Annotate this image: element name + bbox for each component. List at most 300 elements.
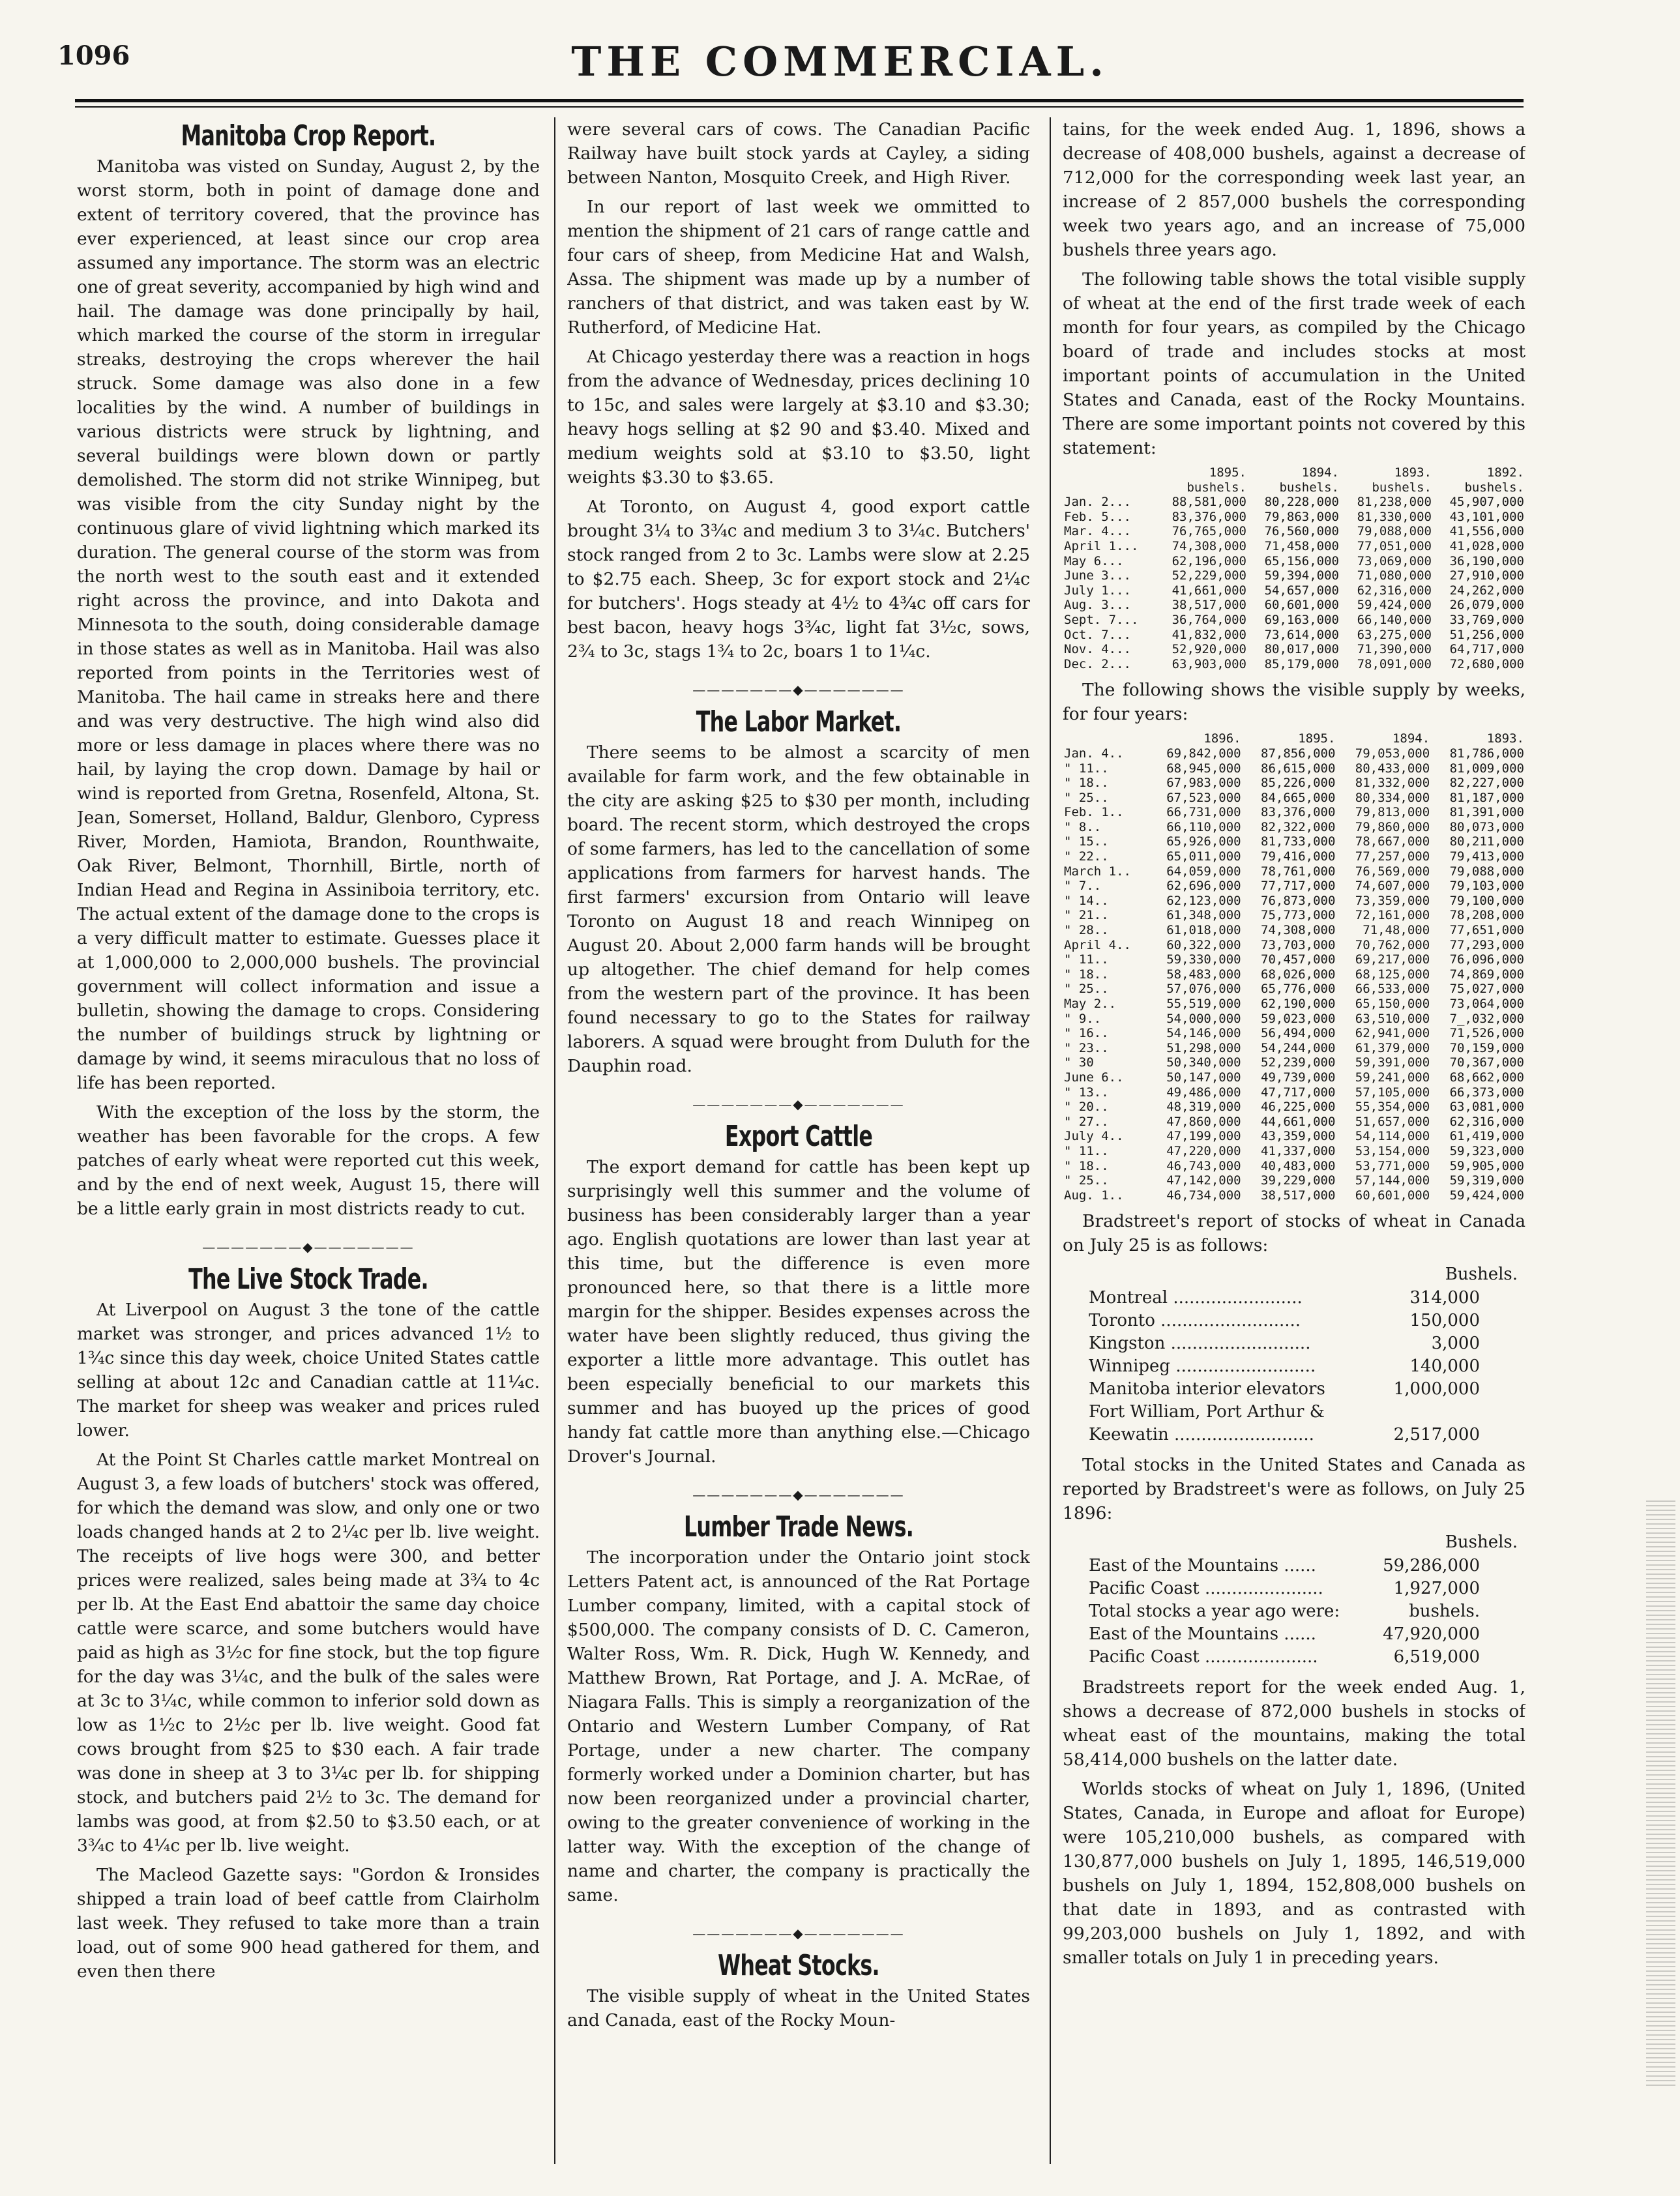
table-cell: 78,091,000 — [1357, 656, 1432, 671]
table-cell: 61,018,000 — [1166, 923, 1241, 938]
table-row — [1063, 1026, 1525, 1041]
row-label: Feb. 5... — [1064, 509, 1131, 524]
table-cell: 38,517,000 — [1172, 598, 1246, 613]
table-cell: 78,761,000 — [1261, 864, 1336, 879]
paragraph: The following table shows the total visible supply of wheat at the end of the first trade week of each month for four years, as compiled by the Chicago board of trade and includes stocks at most important points of accumulation in the United States and Canada, east of the Rocky Mountains. There are some important points not covered by this statement: — [1063, 269, 1525, 458]
table-cell: 79,413,000 — [1449, 849, 1524, 864]
table-cell: 56,494,000 — [1261, 1026, 1336, 1041]
export-cattle-heading: Export Cattle — [724, 1120, 873, 1153]
table-cell: 63,275,000 — [1357, 627, 1432, 642]
unit-header: bushels. — [1186, 480, 1246, 495]
row-label: East of the Mountains ...... — [1089, 1556, 1316, 1576]
table-row — [1063, 879, 1525, 894]
row-label: " 18.. — [1064, 1158, 1109, 1173]
table-cell: 314,000 — [1409, 1288, 1480, 1308]
table-row — [1063, 524, 1525, 539]
table-cell: 62,190,000 — [1261, 997, 1336, 1011]
table-cell: 71,458,000 — [1264, 538, 1339, 553]
weekly-supply-table — [1063, 731, 1525, 1203]
table-row — [1063, 583, 1525, 598]
table-cell: 69,217,000 — [1355, 952, 1430, 967]
table-cell: 53,154,000 — [1355, 1143, 1430, 1158]
table-row — [1089, 1401, 1480, 1424]
table-cell: 36,764,000 — [1172, 612, 1246, 627]
table-cell: 61,419,000 — [1449, 1129, 1524, 1144]
row-label: " 20.. — [1064, 1100, 1109, 1115]
table-cell: 80,433,000 — [1355, 761, 1430, 776]
unit-header: bushels. — [1464, 480, 1524, 495]
table-cell: bushels. — [1409, 1602, 1480, 1622]
table-cell: 66,731,000 — [1166, 805, 1241, 820]
table-cell: 59,330,000 — [1166, 952, 1241, 967]
table-cell: 63,510,000 — [1355, 1011, 1430, 1026]
row-label: " 18.. — [1064, 967, 1109, 982]
table-cell: 59,241,000 — [1355, 1070, 1430, 1085]
table-row — [1063, 834, 1525, 849]
table-cell: 83,376,000 — [1261, 805, 1336, 820]
table-cell: 79,860,000 — [1355, 819, 1430, 834]
table-cell: 78,667,000 — [1355, 834, 1430, 849]
table-row — [1063, 849, 1525, 864]
row-label: Dec. 2... — [1064, 656, 1131, 671]
table-cell: 68,026,000 — [1261, 967, 1336, 982]
table-cell: 74,607,000 — [1355, 879, 1430, 894]
table-cell: 57,076,000 — [1166, 982, 1241, 997]
table-cell: 1,927,000 — [1393, 1579, 1480, 1599]
table-cell: 81,391,000 — [1449, 805, 1524, 820]
scan-edge-artifact — [1646, 1499, 1675, 2086]
table-cell: 24,262,000 — [1449, 583, 1524, 598]
total-stocks-table — [1089, 1555, 1480, 1669]
table-cell: 41,832,000 — [1172, 627, 1246, 642]
table-cell: 46,734,000 — [1166, 1188, 1241, 1203]
section-separator — [567, 1092, 1030, 1117]
table-cell: 47,199,000 — [1166, 1129, 1241, 1144]
table-cell: 81,332,000 — [1355, 776, 1430, 791]
table-row — [1063, 967, 1525, 982]
total-stocks-unit: Bushels. — [1445, 1532, 1518, 1553]
paragraph: Worlds stocks of wheat on July 1, 1896, (United States, Canada, in Europe and afloat for Europe) were 105,210,000 bushels, as compared with 130,877,000 bushels on July 1, 1895, 146,519,000 bushels on July 1, 1894, 152,808,000 bushels on that date in 1893, and as contrasted with 99,203,000 bushels on July 1, 1892, and with smaller totals on July 1 in preceding years. — [1063, 1779, 1525, 1969]
table-cell: 63,903,000 — [1172, 656, 1246, 671]
paragraph: The export demand for cattle has been kept up surprisingly well this summer and the volume of business has been considerably larger than a year ago. English quotations are lower than last year at this time, but the difference is even more pronounced here, so that there is a little more margin for the shipper. Besides expenses across the water have been slightly reduced, thus giving the exporter a little more advantage. This outlet has been especially beneficial to our markets this summer and has buoyed up the prices of good handy fat cattle more than anything else.—Chicago Drover's Journal. — [567, 1157, 1030, 1467]
table-cell: 77,257,000 — [1355, 849, 1430, 864]
canada-stocks-unit: Bushels. — [1445, 1265, 1518, 1285]
table-cell: 80,017,000 — [1264, 642, 1339, 657]
table-cell: 85,226,000 — [1261, 776, 1336, 791]
canada-stocks-table — [1089, 1287, 1480, 1446]
table-cell: 59,394,000 — [1264, 568, 1339, 583]
table-cell: 77,651,000 — [1449, 923, 1524, 938]
table-cell: 66,533,000 — [1355, 982, 1430, 997]
row-label: Manitoba interior elevators — [1089, 1379, 1325, 1399]
page-number: 1096 — [57, 40, 130, 71]
row-label: Montreal ........................ — [1089, 1288, 1303, 1308]
table-cell: 60,601,000 — [1355, 1188, 1430, 1203]
table-cell: 73,069,000 — [1357, 553, 1432, 568]
table-cell: 26,079,000 — [1449, 598, 1524, 613]
table-row — [1063, 628, 1525, 643]
lumber-heading: Lumber Trade News. — [683, 1510, 914, 1544]
year-header: 1895. — [1298, 731, 1336, 746]
table-cell: 41,556,000 — [1449, 524, 1524, 539]
table-cell: 83,376,000 — [1172, 509, 1246, 524]
table-cell: 76,765,000 — [1172, 524, 1246, 539]
section-separator — [567, 1483, 1030, 1507]
table-row — [1063, 982, 1525, 997]
table-row — [1063, 997, 1525, 1012]
table-cell: 70,457,000 — [1261, 952, 1336, 967]
table-cell: 38,517,000 — [1261, 1188, 1336, 1203]
table-cell: 43,359,000 — [1261, 1129, 1336, 1144]
table-cell: 53,771,000 — [1355, 1158, 1430, 1173]
column-divider — [554, 117, 555, 2164]
table-cell: 6,519,000 — [1393, 1647, 1480, 1667]
row-label: Fort William, Port Arthur & — [1089, 1402, 1325, 1422]
table-cell: 81,009,000 — [1449, 761, 1524, 776]
row-label: Oct. 7... — [1064, 627, 1131, 642]
table-row — [1063, 776, 1525, 791]
wheat-stocks-body — [567, 1984, 1030, 2032]
table-row — [1063, 1144, 1525, 1159]
table-cell: 80,228,000 — [1264, 495, 1339, 510]
column-2 — [567, 117, 1030, 2177]
table-row — [1063, 938, 1525, 953]
table-row — [1063, 1070, 1525, 1085]
table-row — [1063, 1173, 1525, 1188]
table-cell: 79,813,000 — [1355, 805, 1430, 820]
column-1 — [77, 117, 540, 2177]
table-row — [1063, 1188, 1525, 1203]
table-cell: 67,983,000 — [1166, 776, 1241, 791]
row-label: " 21.. — [1064, 908, 1109, 923]
table-cell: 61,379,000 — [1355, 1040, 1430, 1055]
year-header: 1894. — [1392, 731, 1430, 746]
table-cell: 79,863,000 — [1264, 509, 1339, 524]
table-cell: 46,225,000 — [1261, 1100, 1336, 1115]
paragraph: At Liverpool on August 3 the tone of the cattle market was stronger, and prices advanced 1½ to 1¾c since this day week, choice United States cattle selling at about 12c and Canadian cattle at 11¼c. The market for sheep was weaker and prices ruled lower. — [77, 1300, 540, 1441]
table-cell: 41,028,000 — [1449, 538, 1524, 553]
table-cell: 52,920,000 — [1172, 642, 1246, 657]
table-cell: 66,373,000 — [1449, 1085, 1524, 1100]
table-cell: 52,229,000 — [1172, 568, 1246, 583]
table-cell: 68,662,000 — [1449, 1070, 1524, 1085]
table-cell: 44,661,000 — [1261, 1114, 1336, 1129]
row-label: " 15.. — [1064, 834, 1109, 849]
wheat-stocks-heading: Wheat Stocks. — [718, 1949, 879, 1982]
table-cell: 7_,032,000 — [1449, 1011, 1524, 1026]
table-cell: 62,316,000 — [1357, 583, 1432, 598]
table-cell: 63,081,000 — [1449, 1100, 1524, 1115]
row-label: " 27.. — [1064, 1114, 1109, 1129]
paragraph: The visible supply of wheat in the United States and Canada, east of the Rocky Moun- — [567, 1986, 1030, 2030]
table-cell: 69,842,000 — [1166, 746, 1241, 761]
wheat-closing-body — [1063, 1675, 1525, 1970]
table-cell: 62,196,000 — [1172, 553, 1246, 568]
row-label: Feb. 1.. — [1064, 805, 1124, 820]
table-cell: 59,286,000 — [1383, 1556, 1480, 1576]
table-cell: 70,367,000 — [1449, 1055, 1524, 1070]
row-label: " 11.. — [1064, 1143, 1109, 1158]
table-cell: 75,027,000 — [1449, 982, 1524, 997]
table-cell: 64,059,000 — [1166, 864, 1241, 879]
table-cell: 54,114,000 — [1355, 1129, 1430, 1144]
row-label: Nov. 4... — [1064, 642, 1131, 657]
table-row — [1063, 598, 1525, 613]
row-label: May 2.. — [1064, 997, 1117, 1011]
table-cell: 50,147,000 — [1166, 1070, 1241, 1085]
table-cell: 140,000 — [1409, 1356, 1480, 1377]
table-cell: 3,000 — [1431, 1334, 1480, 1354]
table-cell: 73,064,000 — [1449, 997, 1524, 1011]
table-cell: 72,680,000 — [1449, 656, 1524, 671]
table-cell: 48,319,000 — [1166, 1100, 1241, 1115]
row-label: March 1.. — [1064, 864, 1131, 879]
table-cell: 60,322,000 — [1166, 937, 1241, 952]
table-cell: 84,665,000 — [1261, 790, 1336, 805]
row-label: Sept. 7... — [1064, 612, 1139, 627]
paragraph: Manitoba was visted on Sunday, August 2, by the worst storm, both in point of damage done and extent of territory covered, that the province has ever experienced, at least since our crop area assumed any importance. The storm was an electric one of great severity, accompanied by high wind and hail. The damage was done principally by hail, which marked the course of the storm in irregular streaks, destroying the crops wherever the hail struck. Some damage was also done in a few localities by the wind. A number of buildings in various districts were struck by lightning, and several buildings were blown down or partly demolished. The storm did not strike Winnipeg, but was visible from the city Sunday night by the continuous glare of vivid lightning which marked its duration. The general course of the storm was from the north west to the south east and it extended right across the province, and into Dakota and Minnesota to the south, doing considerable damage in those states as well as in Manitoba. Hail was also reported from points in the Territories west of Manitoba. The hail came in streaks here and there and was very destructive. The high wind also did more or less damage in places where there was no hail, by laying the crop down. Damage by hail or wind is reported from Gretna, Rosenfeld, Altona, St. Jean, Somerset, Holland, Baldur, Glenboro, Cypress River, Morden, Hamiota, Brandon, Rounthwaite, Oak River, Belmont, Thornhill, Birtle, north of Indian Head and Regina in Assiniboia territory, etc. The actual extent of the damage done to the crops is a very difficult matter to estimate. Guesses place it at 1,000,000 to 2,000,000 bushels. The provincial government will collect information and issue a bulletin, showing the damage to crops. Considering the number of buildings struck by lightning or damage by wind, it seems miraculous that no loss of life has been reported. — [77, 156, 540, 1093]
year-header: 1893. — [1394, 465, 1432, 480]
table-cell: 65,156,000 — [1264, 553, 1339, 568]
table-row — [1063, 1159, 1525, 1174]
unit-header: bushels. — [1372, 480, 1432, 495]
table-header-row — [1063, 731, 1525, 746]
paragraph: tains, for the week ended Aug. 1, 1896, shows a decrease of 408,000 bushels, against a decrease of 712,000 for the corresponding week last year, an increase of 2 857,000 bushels the corresponding week two years ago, and an increase of 75,000 bushels three years ago. — [1063, 119, 1525, 260]
table-cell: 43,101,000 — [1449, 509, 1524, 524]
year-header: 1894. — [1301, 465, 1339, 480]
row-label: Pacific Coast ...................... — [1089, 1579, 1323, 1599]
bradstreet-intro: Bradstreet's report of stocks of wheat in Canada on July 25 is as follows: — [1063, 1211, 1525, 1256]
row-label: " 8.. — [1064, 819, 1102, 834]
row-label: May 6... — [1064, 553, 1124, 568]
crop-report-heading: Manitoba Crop Report. — [181, 119, 436, 153]
table-row — [1063, 746, 1525, 761]
table-cell: 67,523,000 — [1166, 790, 1241, 805]
table-cell: 69,163,000 — [1264, 612, 1339, 627]
column-divider — [1050, 117, 1051, 2164]
row-label: Keewatin .......................... — [1089, 1425, 1314, 1445]
table-row — [1063, 568, 1525, 583]
table-cell: 49,739,000 — [1261, 1070, 1336, 1085]
table-cell: 66,110,000 — [1166, 819, 1241, 834]
table-cell: 51,256,000 — [1449, 627, 1524, 642]
section-separator — [567, 1922, 1030, 1946]
table-cell: 74,308,000 — [1261, 923, 1336, 938]
table-row — [1063, 554, 1525, 569]
row-label: " 16.. — [1064, 1026, 1109, 1041]
paragraph: The Macleod Gazette says: "Gordon & Ironsides shipped a train load of beef cattle from Clairholm last week. They refused to take more than a train load, out of some 900 head gathered for them, and even then there — [77, 1865, 540, 1982]
table-row — [1063, 805, 1525, 820]
table-row — [1063, 1012, 1525, 1027]
table-row — [1063, 1100, 1525, 1115]
table-row — [1063, 761, 1525, 776]
table-cell: 78,208,000 — [1449, 908, 1524, 923]
table-row — [1063, 952, 1525, 967]
table-cell: 65,150,000 — [1355, 997, 1430, 1011]
paragraph: The incorporation under the Ontario joint stock Letters Patent act, is announced of the Rat Portage Lumber company, limited, with a capital stock of $500,000. The company consists of D. C. Cameron, Walter Ross, Wm. R. Dick, Hugh W. Kennedy, and Matthew Brown, Rat Portage, and J. A. McRae, of Niagara Falls. This is simply a reorganization of the Ontario and Western Lumber Company, of Rat Portage, under a new charter. The company formerly worked under a Dominion charter, but has now been reorganized under a provincial charter, owing to the greater convenience of working in the latter way. With the exception of the change of name and charter, the company is practically the same. — [567, 1547, 1030, 1905]
row-label: " 11.. — [1064, 761, 1109, 776]
table-cell: 150,000 — [1409, 1311, 1480, 1331]
year-header: 1893. — [1486, 731, 1524, 746]
total-stocks-intro: Total stocks in the United States and Canada as reported by Bradstreet's were as follows, on July 25 1896: — [1063, 1455, 1525, 1524]
table-cell: 66,140,000 — [1357, 612, 1432, 627]
year-header: 1892. — [1486, 465, 1524, 480]
table-cell: 70,762,000 — [1355, 937, 1430, 952]
table-cell: 59,323,000 — [1449, 1143, 1524, 1158]
table-cell: 75,773,000 — [1261, 908, 1336, 923]
row-label: " 7.. — [1064, 879, 1102, 894]
table-cell: 54,657,000 — [1264, 583, 1339, 598]
row-label: Jan. 4.. — [1064, 746, 1124, 761]
section-separator — [77, 1235, 540, 1259]
table-cell: 49,486,000 — [1166, 1085, 1241, 1100]
table-cell: 81,786,000 — [1449, 746, 1524, 761]
row-label: East of the Mountains ...... — [1089, 1624, 1316, 1645]
table-row — [1063, 864, 1525, 879]
table-cell: 27,910,000 — [1449, 568, 1524, 583]
table-row — [1063, 1129, 1525, 1144]
weekly-intro: The following shows the visible supply by weeks, for four years: — [1063, 680, 1525, 725]
livestock-continued — [567, 117, 1030, 664]
table-cell: 62,696,000 — [1166, 879, 1241, 894]
paragraph: Bradstreets report for the week ended Aug. 1, shows a decrease of 872,000 bushels in stocks of wheat east of the mountains, making the total 58,414,000 bushels on the latter date. — [1063, 1677, 1525, 1770]
table-cell: 59,424,000 — [1357, 598, 1432, 613]
table-cell: 76,560,000 — [1264, 524, 1339, 539]
table-cell: 73,703,000 — [1261, 937, 1336, 952]
paragraph: In our report of last week we ommitted to mention the shipment of 21 cars of range cattle and four cars of sheep, from Medicine Hat and Walsh, Assa. The shipment was made up by a number of ranchers of that district, and was taken east by W. Rutherford, of Medicine Hat. — [567, 197, 1030, 338]
table-row — [1063, 791, 1525, 806]
table-cell: 79,053,000 — [1355, 746, 1430, 761]
table-row — [1089, 1646, 1480, 1669]
year-header: 1895. — [1209, 465, 1246, 480]
row-label: " 30 — [1064, 1055, 1094, 1070]
table-unit-row — [1063, 480, 1525, 495]
table-cell: 76,569,000 — [1355, 864, 1430, 879]
table-cell: 76,873,000 — [1261, 893, 1336, 908]
table-cell: 65,926,000 — [1166, 834, 1241, 849]
table-cell: 50,340,000 — [1166, 1055, 1241, 1070]
table-cell: 79,100,000 — [1449, 893, 1524, 908]
table-cell: 41,337,000 — [1261, 1143, 1336, 1158]
table-row — [1089, 1600, 1480, 1623]
table-cell: 58,483,000 — [1166, 967, 1241, 982]
table-cell: 55,519,000 — [1166, 997, 1241, 1011]
table-row — [1089, 1555, 1480, 1577]
table-cell: 71,080,000 — [1357, 568, 1432, 583]
table-cell: 79,103,000 — [1449, 879, 1524, 894]
paragraph: At Toronto, on August 4, good export cattle brought 3¼ to 3¾c and medium 3 to 3¼c. Butchers' stock ranged from 2 to 3c. Lambs were slow at 2.25 to $2.75 each. Sheep, 3c for export stock and 2¼c for butchers'. Hogs steady at 4½ to 4¾c off cars for best bacon, heavy hogs 3¾c, light fat 3½c, sows, 2¾ to 3c, stags 1¾ to 2c, boars 1 to 1¼c. — [567, 497, 1030, 662]
row-label: " 25.. — [1064, 790, 1109, 805]
row-label: " 23.. — [1064, 1040, 1109, 1055]
table-cell: 59,905,000 — [1449, 1158, 1524, 1173]
table-cell: 57,144,000 — [1355, 1173, 1430, 1188]
table-row — [1063, 894, 1525, 909]
table-cell: 85,179,000 — [1264, 656, 1339, 671]
table-cell: 1,000,000 — [1393, 1379, 1480, 1399]
table-cell: 74,308,000 — [1172, 538, 1246, 553]
row-label: Pacific Coast ..................... — [1089, 1647, 1318, 1667]
table-row — [1063, 642, 1525, 657]
row-label: Winnipeg .......................... — [1089, 1356, 1316, 1377]
table-cell — [1376, 1401, 1480, 1424]
livestock-body — [77, 1298, 540, 1984]
table-cell: 65,011,000 — [1166, 849, 1241, 864]
paragraph: were several cars of cows. The Canadian Pacific Railway have built stock yards at Cayley, a siding between Nanton, Mosquito Creek, and High River. — [567, 119, 1030, 188]
row-label: Mar. 4... — [1064, 524, 1131, 539]
table-cell: 39,229,000 — [1261, 1173, 1336, 1188]
lumber-body — [567, 1545, 1030, 1907]
row-label: " 18.. — [1064, 776, 1109, 791]
row-label: Kingston .......................... — [1089, 1334, 1311, 1354]
section-separator — [567, 678, 1030, 702]
table-cell: 79,416,000 — [1261, 849, 1336, 864]
paragraph: With the exception of the loss by the storm, the weather has been favorable for the crops. A few patches of early wheat were reported cut this week, and by the end of next week, August 15, there will be a little early grain in most districts ready to cut. — [77, 1102, 540, 1219]
crop-report-body — [77, 154, 540, 1221]
table-cell: 71,390,000 — [1357, 642, 1432, 657]
table-cell: 33,769,000 — [1449, 612, 1524, 627]
unit-header: bushels. — [1279, 480, 1339, 495]
table-row — [1089, 1287, 1480, 1310]
labor-body — [567, 740, 1030, 1078]
table-cell: 61,348,000 — [1166, 908, 1241, 923]
table-cell: 79,088,000 — [1357, 524, 1432, 539]
table-cell: 70,159,000 — [1449, 1040, 1524, 1055]
table-cell: 87,856,000 — [1261, 746, 1336, 761]
row-label: April 1... — [1064, 538, 1139, 553]
table-cell: 51,657,000 — [1355, 1114, 1430, 1129]
table-cell: 40,483,000 — [1261, 1158, 1336, 1173]
table-cell: 59,424,000 — [1449, 1188, 1524, 1203]
table-cell: 77,051,000 — [1357, 538, 1432, 553]
table-cell: 80,073,000 — [1449, 819, 1524, 834]
row-label: July 4.. — [1064, 1129, 1124, 1144]
table-cell: 41,661,000 — [1172, 583, 1246, 598]
monthly-supply-table — [1063, 465, 1525, 671]
table-cell: 86,615,000 — [1261, 761, 1336, 776]
table-cell: 81,330,000 — [1357, 509, 1432, 524]
row-label: " 13.. — [1064, 1085, 1109, 1100]
row-label: " 25.. — [1064, 1173, 1109, 1188]
row-label: June 6.. — [1064, 1070, 1124, 1085]
table-cell: 80,334,000 — [1355, 790, 1430, 805]
table-cell: 59,319,000 — [1449, 1173, 1524, 1188]
row-label: Total stocks a year ago were: — [1089, 1602, 1340, 1622]
row-label: " 14.. — [1064, 893, 1109, 908]
row-label: Aug. 1.. — [1064, 1188, 1124, 1203]
table-cell: 62,123,000 — [1166, 893, 1241, 908]
header-rule — [75, 99, 1524, 108]
year-header: 1896. — [1203, 731, 1241, 746]
row-label: July 1... — [1064, 583, 1131, 598]
row-label: " 22.. — [1064, 849, 1109, 864]
table-cell: 47,920,000 — [1383, 1624, 1480, 1645]
wheat-continued — [1063, 117, 1525, 460]
table-cell: 81,187,000 — [1449, 790, 1524, 805]
table-cell: 59,391,000 — [1355, 1055, 1430, 1070]
row-label: Aug. 3... — [1064, 598, 1131, 613]
table-row — [1063, 1085, 1525, 1100]
table-cell: 68,945,000 — [1166, 761, 1241, 776]
table-row — [1089, 1378, 1480, 1401]
row-label: " 9.. — [1064, 1011, 1102, 1026]
table-row — [1063, 908, 1525, 923]
table-row — [1063, 510, 1525, 525]
table-cell: 76,096,000 — [1449, 952, 1524, 967]
table-cell: 54,244,000 — [1261, 1040, 1336, 1055]
table-row — [1063, 923, 1525, 938]
table-row — [1089, 1577, 1480, 1600]
table-row — [1089, 1623, 1480, 1646]
